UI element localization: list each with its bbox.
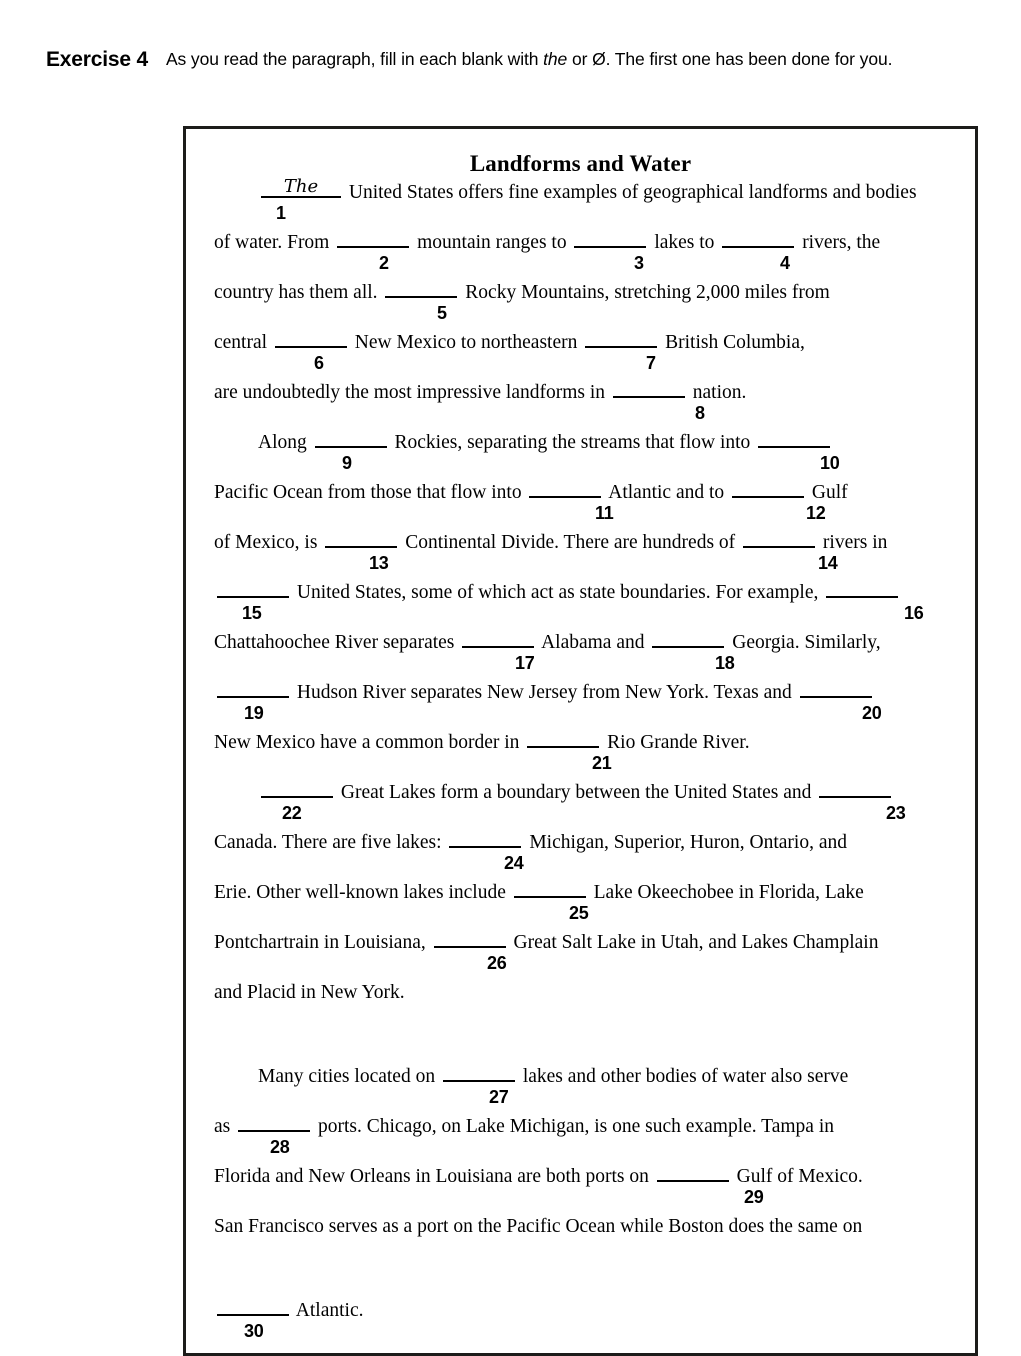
blank-12[interactable]	[732, 479, 804, 498]
passage-text: Lake Okeechobee in Florida, Lake	[588, 882, 864, 903]
blank-18[interactable]	[652, 629, 724, 648]
directions-text-after: or Ø. The first one has been done for you.	[567, 49, 893, 69]
blank-8[interactable]	[613, 379, 685, 398]
passage-text: of water. From	[214, 232, 335, 253]
blank-number-11: 11	[595, 503, 614, 523]
passage-line	[214, 1162, 949, 1212]
blank-number-19: 19	[244, 703, 264, 723]
blank-number-5: 5	[437, 303, 447, 323]
passage-line	[214, 978, 949, 1028]
blank-number-20: 20	[862, 703, 882, 723]
blank-23[interactable]	[819, 779, 891, 798]
blank-number-17: 17	[515, 653, 535, 673]
passage-text: Continental Divide. There are hundreds of	[400, 532, 741, 553]
passage-text: of Mexico, is	[214, 532, 323, 553]
passage-text: Great Lakes form a boundary between the United States and	[336, 782, 817, 803]
blank-number-4: 4	[780, 253, 790, 273]
passage-text: mountain ranges to	[412, 232, 572, 253]
passage-text: Erie. Other well-known lakes include	[214, 882, 511, 903]
passage-text: Alabama and	[537, 632, 650, 653]
passage-text: Atlantic.	[292, 1300, 364, 1321]
blank-number-21: 21	[592, 753, 612, 773]
passage-line	[214, 628, 949, 678]
blank-28[interactable]	[238, 1113, 310, 1132]
passage-text: United States offers fine examples of geographical landforms and bodies	[344, 182, 917, 203]
passage-line	[214, 428, 949, 478]
blank-6[interactable]	[275, 329, 347, 348]
blank-number-23: 23	[886, 803, 906, 823]
blank-10[interactable]	[758, 429, 830, 448]
blank-number-27: 27	[489, 1087, 509, 1107]
passage-text: Pacific Ocean from those that flow into	[214, 482, 527, 503]
passage-title: Landforms and Water	[469, 151, 692, 176]
passage-text: Gulf of Mexico.	[731, 1166, 863, 1187]
exercise-header	[46, 46, 966, 74]
blank-number-9: 9	[342, 453, 352, 473]
directions-text-before: As you read the paragraph, fill in each blank with	[165, 49, 544, 69]
blank-11[interactable]	[529, 479, 601, 498]
passage-text: Along	[258, 432, 312, 453]
passage-line	[214, 328, 949, 378]
passage-line	[214, 878, 949, 928]
blank-number-14: 14	[818, 553, 838, 573]
blank-number-1: 1	[276, 203, 286, 223]
passage-text: Michigan, Superior, Huron, Ontario, and	[524, 832, 847, 853]
blank-number-7: 7	[646, 353, 656, 373]
passage-text: Pontchartrain in Louisiana,	[214, 932, 431, 953]
passage-line	[214, 378, 949, 428]
blank-2[interactable]	[337, 229, 409, 248]
blank-15[interactable]	[217, 579, 289, 598]
passage-text: Chattahoochee River separates	[214, 632, 460, 653]
passage-line	[214, 178, 949, 228]
passage-text: nation.	[687, 382, 747, 403]
passage-text: New Mexico have a common border in	[214, 732, 525, 753]
passage-text: British Columbia,	[660, 332, 805, 353]
passage-text: rivers, the	[797, 232, 881, 253]
passage-line	[214, 1296, 949, 1346]
blank-3[interactable]	[574, 229, 646, 248]
blank-number-10: 10	[820, 453, 840, 473]
passage-text: Hudson River separates New Jersey from New York. Texas and	[292, 682, 797, 703]
blank-answer-1: The	[283, 176, 319, 197]
blank-16[interactable]	[826, 579, 898, 598]
passage-line	[214, 828, 949, 878]
passage-text: San Francisco serves as a port on the Pacific Ocean while Boston does the same on	[214, 1216, 863, 1237]
passage-text: Atlantic and to	[604, 482, 730, 503]
passage-line	[214, 528, 949, 578]
passage-line	[214, 478, 949, 528]
passage-text: lakes to	[649, 232, 720, 253]
exercise-directions	[166, 46, 892, 73]
passage-text: New Mexico to northeastern	[349, 332, 583, 353]
passage-text: Georgia. Similarly,	[727, 632, 881, 653]
passage-text: Rockies, separating the streams that flow into	[389, 432, 756, 453]
blank-4[interactable]	[722, 229, 794, 248]
passage-text: are undoubtedly the most impressive landforms in	[214, 382, 610, 403]
passage-text: and Placid in New York.	[214, 982, 405, 1003]
passage-text: United States, some of which act as state boundaries. For example,	[292, 582, 824, 603]
blank-9[interactable]	[315, 429, 387, 448]
passage-text: central	[214, 332, 272, 353]
passage-line	[214, 228, 949, 278]
exercise-label: Exercise 4	[46, 48, 148, 71]
blank-number-15: 15	[242, 603, 262, 623]
blank-number-18: 18	[715, 653, 735, 673]
blank-14[interactable]	[743, 529, 815, 548]
passage-line	[214, 1212, 949, 1262]
blank-24[interactable]	[449, 829, 521, 848]
passage-text: Rio Grande River.	[602, 732, 750, 753]
blank-20[interactable]	[800, 679, 872, 698]
blank-number-22: 22	[282, 803, 302, 823]
passage-text: Great Salt Lake in Utah, and Lakes Champlain	[508, 932, 879, 953]
blank-17[interactable]	[462, 629, 534, 648]
blank-number-28: 28	[270, 1137, 290, 1157]
blank-number-29: 29	[744, 1187, 764, 1207]
passage-line	[214, 678, 949, 728]
blank-7[interactable]	[585, 329, 657, 348]
blank-27[interactable]	[443, 1063, 515, 1082]
blank-number-2: 2	[379, 253, 389, 273]
passage-text: as	[214, 1116, 236, 1137]
blank-26[interactable]	[434, 929, 506, 948]
blank-1[interactable]	[261, 176, 341, 198]
passage-line	[214, 1062, 949, 1112]
passage-text: Many cities located on	[258, 1066, 440, 1087]
blank-number-6: 6	[314, 353, 324, 373]
blank-22[interactable]	[261, 779, 333, 798]
passage-text: ports. Chicago, on Lake Michigan, is one such example. Tampa in	[313, 1116, 834, 1137]
blank-30[interactable]	[217, 1297, 289, 1316]
blank-number-30: 30	[244, 1321, 264, 1341]
blank-number-26: 26	[487, 953, 507, 973]
passage-text: Florida and New Orleans in Louisiana are both ports on	[214, 1166, 654, 1187]
blank-number-24: 24	[504, 853, 524, 873]
blank-number-25: 25	[569, 903, 589, 923]
directions-italic-the: the	[543, 49, 568, 69]
blank-number-3: 3	[634, 253, 644, 273]
blank-number-16: 16	[904, 603, 924, 623]
blank-29[interactable]	[657, 1163, 729, 1182]
passage-text: Gulf	[807, 482, 848, 503]
blank-25[interactable]	[514, 879, 586, 898]
blank-5[interactable]	[385, 279, 457, 298]
blank-number-12: 12	[806, 503, 826, 523]
passage-line	[214, 728, 949, 778]
passage-line	[214, 1112, 949, 1162]
passage-line	[214, 928, 949, 978]
passage-line	[214, 278, 949, 328]
passage-box	[183, 126, 978, 1356]
passage-text: Canada. There are five lakes:	[214, 832, 447, 853]
passage-text: lakes and other bodies of water also serve	[517, 1066, 849, 1087]
passage-text: Rocky Mountains, stretching 2,000 miles from	[460, 282, 830, 303]
passage-text: country has them all.	[214, 282, 383, 303]
blank-number-8: 8	[695, 403, 705, 423]
passage-body	[186, 178, 975, 1346]
blank-13[interactable]	[325, 529, 397, 548]
blank-21[interactable]	[527, 729, 599, 748]
passage-line	[214, 578, 949, 628]
blank-number-13: 13	[369, 553, 389, 573]
blank-19[interactable]	[217, 679, 289, 698]
passage-line	[214, 778, 949, 828]
passage-text: rivers in	[818, 532, 888, 553]
